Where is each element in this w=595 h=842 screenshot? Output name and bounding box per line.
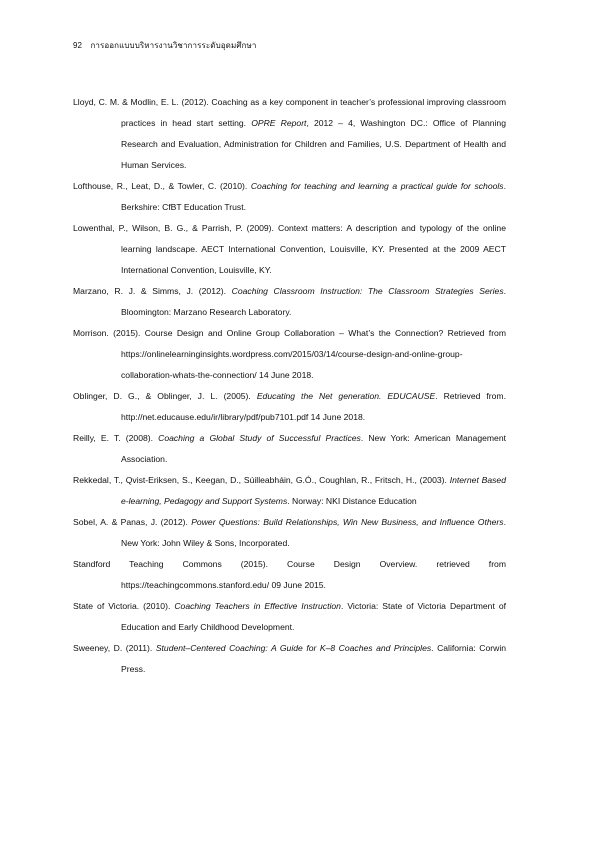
- reference-list: [73, 92, 506, 680]
- reference-text-tail: . Retrieved from. http://net.educause.edu/ir/library/pdf/pub7101.pdf 14 June 2018.: [121, 391, 506, 422]
- reference-entry: [73, 218, 506, 281]
- running-title: การออกแบบบริหารงานวิชาการระดับอุดมศึกษา: [90, 41, 257, 50]
- reference-text: Lowenthal, P., Wilson, B. G., & Parrish, P. (2009). Context matters: A description and typology of the online learning landscape. AECT International Convention, Louisville, KY. Presented at the 2009 AECT International Convention, Louisville, KY.: [73, 223, 506, 275]
- reference-italic-title: Internet Based e-learning, Pedagogy and Support Systems: [121, 475, 506, 506]
- reference-text-tail: . California: Corwin Press.: [121, 643, 507, 674]
- reference-entry: [73, 554, 506, 596]
- reference-italic-title: Coaching for teaching and learning a practical guide for schools: [250, 181, 504, 191]
- reference-entry: [73, 470, 506, 512]
- reference-italic-title: Power Questions: Build Relationships, Win New Business, and Influence Others: [191, 517, 504, 527]
- reference-entry: [73, 596, 506, 638]
- reference-italic-title: Coaching Classroom Instruction: The Classroom Strategies Series: [231, 286, 504, 296]
- running-header: [73, 39, 256, 52]
- reference-italic-title: OPRE Report: [251, 118, 307, 128]
- reference-italic-title: Coaching Teachers in Effective Instruction: [174, 601, 341, 611]
- reference-entry: [73, 428, 506, 470]
- reference-entry: [73, 386, 506, 428]
- reference-text: Standford Teaching Commons (2015). Course Design Overview. retrieved from https://teachingcommons.stanford.edu/ 09 June 2015.: [73, 559, 506, 590]
- reference-text: State of Victoria. (2010).: [73, 601, 175, 611]
- reference-text-tail: . New York: John Wiley & Sons, Incorporated.: [121, 517, 506, 548]
- reference-text: Lofthouse, R., Leat, D., & Towler, C. (2010).: [73, 181, 251, 191]
- reference-entry: [73, 638, 506, 680]
- page-number: 92: [73, 41, 83, 50]
- reference-text-tail: . Bloomington: Marzano Research Laboratory.: [121, 286, 507, 317]
- reference-text: Marzano, R. J. & Simms, J. (2012).: [73, 286, 232, 296]
- reference-text: Oblinger, D. G., & Oblinger, J. L. (2005).: [73, 391, 257, 401]
- reference-entry: [73, 92, 506, 176]
- reference-entry: [73, 512, 506, 554]
- reference-entry: [73, 281, 506, 323]
- reference-text: Reilly, E. T. (2008).: [73, 433, 159, 443]
- reference-italic-title: Student–Centered Coaching: A Guide for K–8 Coaches and Principles: [155, 643, 432, 653]
- reference-text: Morrison. (2015). Course Design and Online Group Collaboration – What’s the Connection? Retrieved from https://onlinelearninginsights.wordpress.com/2015/03/14/course-design-and-online-group-collaboration-whats-the-connection/ 14 June 2018.: [73, 328, 506, 380]
- reference-text-tail: . Berkshire: CfBT Education Trust.: [121, 181, 506, 212]
- reference-entry: [73, 323, 506, 386]
- reference-italic-title: Educating the Net generation. EDUCAUSE: [256, 391, 436, 401]
- reference-text-tail: , 2012 – 4, Washington DC.: Office of Planning Research and Evaluation, Administration for Children and Families, U.S. Department of Health and Human Services.: [121, 118, 506, 170]
- reference-text: Sweeney, D. (2011).: [73, 643, 156, 653]
- reference-text: Lloyd, C. M. & Modlin, E. L. (2012). Coaching as a key component in teacher’s professional improving classroom practices in head start setting.: [73, 97, 506, 128]
- reference-text: Rekkedal, T., Qvist-Eriksen, S., Keegan, D., Súilleabháin, G.Ó., Coughlan, R., Fritsch, H., (2003).: [73, 475, 450, 485]
- reference-text-tail: . New York: American Management Association.: [121, 433, 506, 464]
- reference-text-tail: . Victoria: State of Victoria Department of Education and Early Childhood Development.: [121, 601, 507, 632]
- reference-entry: [73, 176, 506, 218]
- reference-text-tail: . Norway: NKI Distance Education: [287, 496, 417, 506]
- reference-italic-title: Coaching a Global Study of Successful Practices: [158, 433, 361, 443]
- reference-text: Sobel, A. & Panas, J. (2012).: [73, 517, 192, 527]
